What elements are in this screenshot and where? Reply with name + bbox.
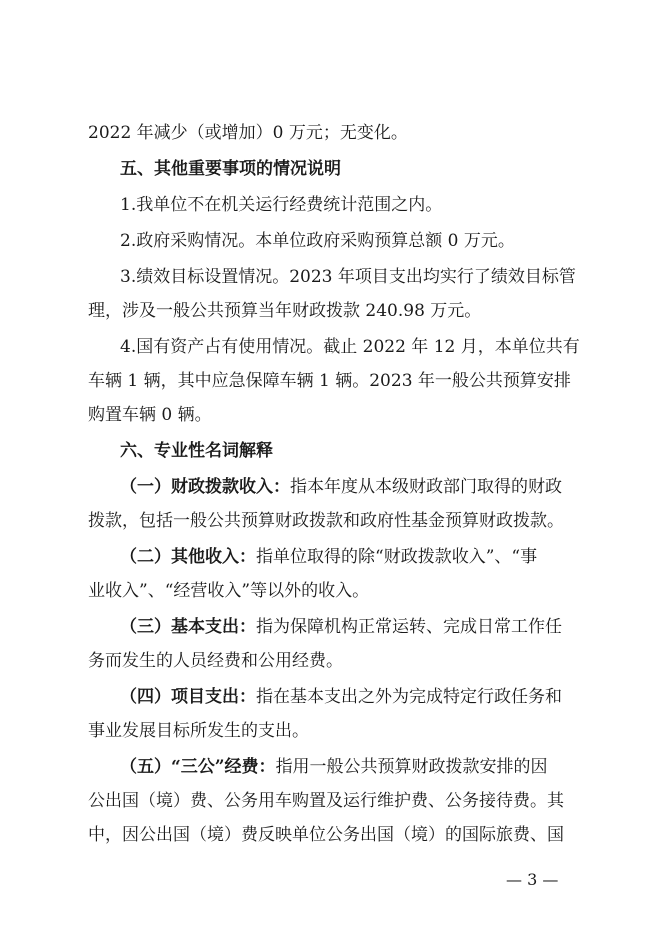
- paragraph-line: 公出国（境）费、公务用车购置及运行维护费、公务接待费。其: [88, 791, 564, 811]
- paragraph-line: [120, 686, 620, 708]
- term-text: 指在基本支出之外为完成特定行政任务和: [256, 687, 562, 707]
- paragraph-line: 务而发生的人员经费和公用经费。: [88, 651, 343, 671]
- page-number: — 3 —: [506, 870, 559, 889]
- paragraph-line: [120, 756, 620, 778]
- paragraph-line: [120, 616, 620, 638]
- section-heading-other-matters: 五、其他重要事项的情况说明: [120, 159, 341, 179]
- paragraph-line: 拨款，包括一般公共预算财政拨款和政府性基金预算财政拨款。: [88, 511, 564, 531]
- paragraph-line: [120, 476, 620, 498]
- paragraph-line: 理，涉及一般公共预算当年财政拨款 240.98 万元。: [88, 301, 482, 321]
- paragraph-line: 1.我单位不在机关运行经费统计范围之内。: [120, 195, 443, 215]
- term-label: （四）项目支出：: [120, 687, 256, 707]
- section-heading-terms: 六、专业性名词解释: [120, 441, 273, 461]
- paragraph-line: 2.政府采购情况。本单位政府采购预算总额 0 万元。: [120, 231, 515, 251]
- paragraph-line: 业收入”、“经营收入”等以外的收入。: [88, 581, 370, 601]
- term-label: （二）其他收入：: [120, 547, 256, 567]
- term-label: （一）财政拨款收入：: [120, 477, 290, 497]
- term-text: 指单位取得的除“财政拨款收入”、“事: [256, 547, 538, 567]
- paragraph-line: 事业发展目标所发生的支出。: [88, 721, 309, 741]
- term-label: （五）“三公”经费：: [120, 757, 276, 777]
- paragraph-line: 2022 年减少（或增加）0 万元；无变化。: [88, 123, 408, 143]
- term-text: 指用一般公共预算财政拨款安排的因: [275, 757, 548, 777]
- paragraph-line: 3.绩效目标设置情况。2023 年项目支出均实行了绩效目标管: [120, 267, 576, 287]
- term-text: 指为保障机构正常运转、完成日常工作任: [256, 617, 562, 637]
- paragraph-line: [120, 546, 620, 568]
- term-label: （三）基本支出：: [120, 617, 256, 637]
- paragraph-line: 中，因公出国（境）费反映单位公务出国（境）的国际旅费、国: [88, 825, 564, 845]
- term-text: 指本年度从本级财政部门取得的财政: [290, 477, 562, 497]
- paragraph-line: 车辆 1 辆，其中应急保障车辆 1 辆。2023 年一般公共预算安排: [88, 371, 571, 391]
- paragraph-line: 购置车辆 0 辆。: [88, 405, 212, 425]
- paragraph-line: 4.国有资产占有使用情况。截止 2022 年 12 月，本单位共有: [120, 337, 580, 357]
